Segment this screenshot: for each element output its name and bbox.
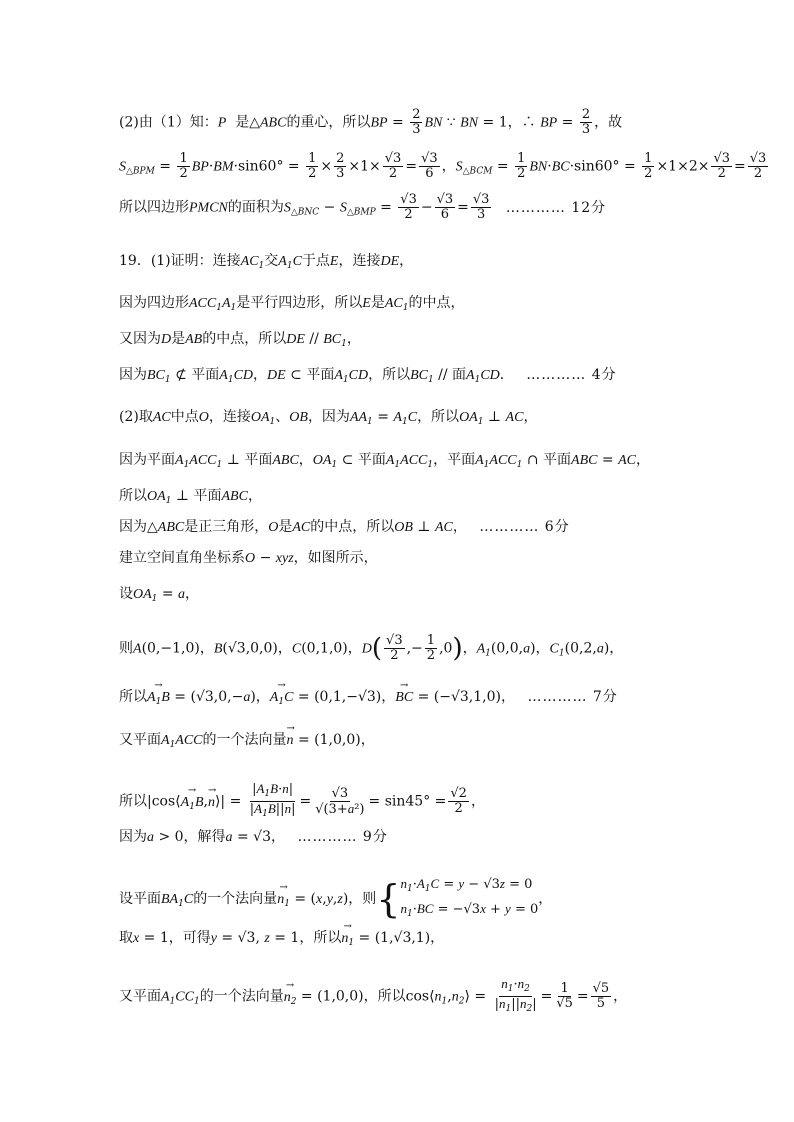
score-6: ………… 6分: [479, 519, 570, 535]
line-9: 因为平面$A_1ACC_1$ ⊥ 平面ABC，$OA_1$ ⊂ 平面$A_1ACC_1$，平面$A_1ACC_1$ ∩ 平面ABC = AC，: [119, 452, 650, 470]
line-5: 因为四边形$ACC_1A_1$是平行四边形，所以E是$AC_1$的中点，: [119, 295, 465, 313]
line-7: 因为$BC_1$ ⊄ 平面$A_1CD$，DE ⊂ 平面$A_1CD$，所以$BC_1$ // 面$A_1CD$． ………… 4分: [119, 367, 617, 385]
line-17: 所以|cos⟨→ $A_1B,\to$ n⟩| = $\frac{|A_1B\cdot n|}{|A_1B||n|}$ = $\frac{√3}{\text{√(3+a²)}}$ = sin45° = $\frac{√2}{2}$ ，: [119, 782, 485, 821]
line-10: 所以$OA_1$ ⊥ 平面ABC，: [119, 488, 262, 506]
line-19: 设平面$BA_1C$的一个法向量→ $n_1 = (x,y,z)$，则{ $n_1\cdot A_1C = y - √3z = 0$ $n_1\cdot BC = -√3x + y = 0$ ，: [119, 874, 552, 924]
line-8: (2)取AC中点O，连接$OA_1$、OB，因为$AA_1 = A_1C$，所以$OA_1$ ⊥ AC，: [119, 409, 538, 427]
line-15: 所以→ $A_1B = (√3,0,-a)$，→ $A_1C = (0,1,-√3)$，→ BC = (−√3,1,0)， ………… 7分: [119, 688, 618, 711]
line-3: 所以四边形PMCN的面积为$S_{\triangle BNC} - S_{\triangle BMP}$ = $\frac{√3}{2}$ − $\frac{√3}{6}$ = $\frac{√3}{3}$ ………… 12分: [119, 192, 607, 222]
line-6: 又因为D是AB的中点，所以DE // $BC_1$，: [119, 331, 361, 349]
line-18: 因为a > 0，解得a = √3， ………… 9分: [119, 829, 388, 845]
line-2: $S_{\triangle BPM}$ = $\frac{1}{2}$ BP·BM·sin60° = $\frac{1}{2}$ × $\frac{2}{3}$ ×1× $\frac{√3}{2}$ = $\frac{√3}{6}$ ，$S_{\triangle BCM}$ = $\frac{1}{2}$ BN·BC·sin60° = $\frac{1}{2}$ ×1×2× $\frac{√3}{2}$ = $\frac{√3}{2}$: [119, 151, 767, 181]
line-14: 则A(0,−1,0)，B(√3,0,0)，C(0,1,0)，D( $\frac{√3}{2}$ ,− $\frac{1}{2}$ ,0)，$A_1(0,0,a)$，$C_1(0,2,a)$，: [119, 633, 624, 664]
score-12: ………… 12分: [505, 199, 607, 216]
line-20: 取x = 1，可得y = √3, z = 1，所以→ $n_1 = (1,√3,1)$，: [119, 929, 444, 952]
line-16: 又平面$A_1ACC$的一个法向量→ n = (1,0,0)，: [119, 731, 375, 754]
line-13: 设$OA_1 = a$，: [119, 586, 200, 604]
line-4: 19．(1)证明：连接$AC_1$交$A_1C$于点E，连接DE，: [119, 253, 414, 271]
line-21: 又平面$A_1CC_1$的一个法向量→ $n_2 = (1,0,0)$，所以$\cos⟨n_1,n_2⟩$ = $\frac{n_1\cdot n_2}{|n_1||n_2|}$ = $\frac{1}{√5}$ = $\frac{√5}{5}$ ，: [119, 977, 627, 1016]
line-1: (2)由（1）知：P 是△ABC的重心，所以BP = $\frac{2}{3}$ BN ∵ BN = 1，∴ BP = $\frac{2}{3}$ ，故: [119, 107, 623, 137]
score-4: ………… 4分: [526, 367, 617, 383]
score-7: ………… 7分: [527, 689, 618, 705]
score-9: ………… 9分: [297, 829, 388, 845]
line-12: 建立空间直角坐标系O − xyz，如图所示，: [119, 550, 378, 566]
line-11: 因为△ABC是正三角形，O是AC的中点，所以OB ⊥ AC， ………… 6分: [119, 519, 570, 535]
